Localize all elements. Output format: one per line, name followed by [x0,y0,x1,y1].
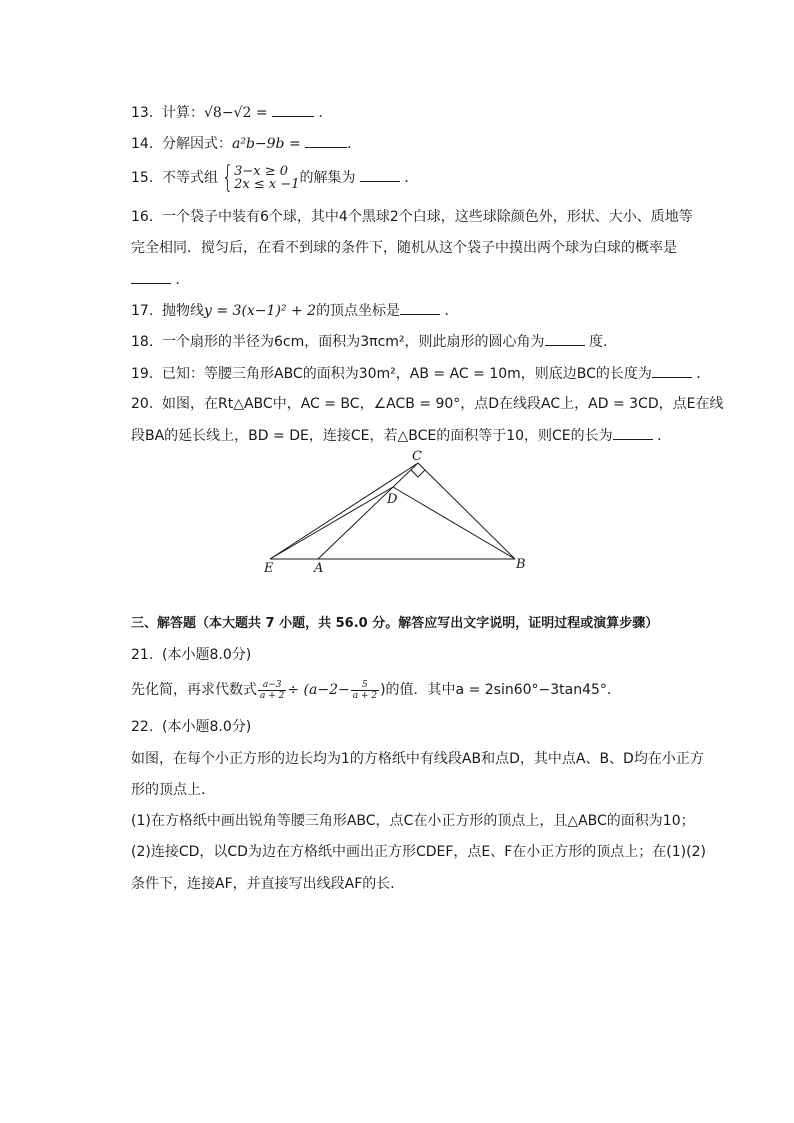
question-number: 22. [131,719,154,735]
question-score: (本小题8.0分) [162,647,252,663]
label-C: C [412,449,422,464]
question-number: 14. [131,136,154,152]
question-16-line-2 [131,238,677,258]
label-D: D [387,492,398,507]
answer-blank[interactable] [613,425,653,440]
answer-blank[interactable] [305,133,347,148]
question-number: 13. [131,105,154,121]
question-text: 不等式组 [162,170,218,186]
question-text-2: 的解集为 [299,170,356,186]
question-text: 一个袋子中装有6个球，其中4个黑球2个白球，这些球除颜色外，形状、大小、质地等 [162,209,693,225]
line-CB [418,463,515,559]
question-number: 21. [131,647,154,663]
question-text: 分解因式： [162,136,232,152]
fraction-denominator: a + 2 [352,690,378,701]
question-22-header [131,717,251,737]
question-text-2: 的顶点坐标是 [316,303,401,319]
question-text: 先化简，再求代数式 [131,682,257,698]
answer-blank[interactable] [272,102,314,117]
answer-blank[interactable] [360,167,400,182]
question-number: 20. [131,396,154,412]
question-text: 一个扇形的半径为6cm，面积为3πcm²，则此扇形的圆心角为 [162,334,545,350]
question-number: 15. [131,170,154,186]
math-expression: ÷ (a−2− [287,682,350,698]
fraction-2 [351,680,379,701]
inequality-system [234,165,299,191]
label-B: B [516,557,526,572]
question-number: 18. [131,334,154,350]
question-tail: ． [657,428,672,444]
question-text: 段BA的延长线上，BD = DE，连接CE，若△BCE的面积等于10，则CE的长为 [131,428,613,444]
question-19 [131,363,710,384]
question-tail: 度. [588,334,608,350]
question-text: 已知：等腰三角形ABC的面积为30m²，AB = AC = 10m，则底边BC的长度为 [162,366,652,382]
question-20-line-2 [131,425,671,446]
question-text: 抛物线 [162,303,204,319]
question-22-line-1: 如图，在每个小正方形的边长均为1的方格纸中有线段AB和点D，其中点A、B、D均在小正方 [131,751,704,767]
question-text: 完全相同．搅匀后，在看不到球的条件下，随机从这个袋子中摸出两个球为白球的概率是 [131,240,677,256]
question-tail: ． [318,105,333,121]
answer-blank[interactable] [131,269,171,284]
label-E: E [264,561,274,575]
question-13 [131,102,332,123]
line-AC [318,463,418,559]
answer-blank[interactable] [652,363,692,378]
question-22-line-4: (2)连接CD，以CD为边在方格纸中画出正方形CDEF，点E、F在小正方形的顶点上；在(1)(2) [131,844,706,860]
question-text-2: )的值．其中a = 2sin60°−3tan45°． [380,682,621,698]
section-3-title: 三、解答题（本大题共 7 小题，共 56.0 分。解答应写出文字说明，证明过程或演算步骤） [131,616,659,631]
question-22-line-2: 形的顶点上． [131,782,215,798]
question-22-line-5: 条件下，连接AF，并直接写出线段AF的长． [131,876,405,892]
question-tail: ． [444,303,459,319]
math-expression: a²b−9b = [232,136,301,152]
question-22-line-3: (1)在方格纸中画出锐角等腰三角形ABC，点C在小正方形的顶点上，且△ABC的面积为10； [131,813,695,829]
question-16-line-3 [131,269,189,290]
question-number: 19. [131,366,154,382]
question-20-line-1 [131,394,723,414]
fraction-denominator: a + 2 [260,690,285,701]
question-number: 17. [131,303,154,319]
question-17 [131,300,459,321]
inequality-line-2: 2x ≤ x −1 [234,177,300,192]
question-text: 计算： [162,105,204,121]
answer-blank[interactable] [545,331,585,346]
question-text: 如图，在Rt△ABC中，AC = BC，∠ACB = 90°，点D在线段AC上，AD = 3CD，点E在线 [162,396,724,412]
math-expression: y = 3(x−1)² + 2 [204,303,317,319]
question-tail: ． [696,366,711,382]
question-number: 16. [131,209,154,225]
question-21-header [131,645,251,665]
line-ED [270,487,393,559]
question-tail: ． [347,136,362,152]
line-EC [270,463,418,559]
brace-symbol: { [221,160,234,195]
triangle-figure [260,445,540,575]
question-21-body [131,677,621,703]
line-DB [393,487,515,559]
question-18 [131,331,607,352]
fraction-1 [258,680,286,701]
label-A: A [314,561,324,575]
question-15 [131,160,419,195]
question-score: (本小题8.0分) [162,719,252,735]
question-14 [131,133,361,154]
fraction-numerator: a−3 [258,680,286,691]
question-tail: ． [404,170,419,186]
inequality-line-1: 3−x ≥ 0 [234,164,289,179]
question-tail: ． [175,272,190,288]
math-expression: √8−√2 = [204,105,268,121]
right-angle-mark [411,470,425,477]
fraction-numerator: 5 [351,680,379,691]
question-16-line-1 [131,207,693,227]
answer-blank[interactable] [400,300,440,315]
